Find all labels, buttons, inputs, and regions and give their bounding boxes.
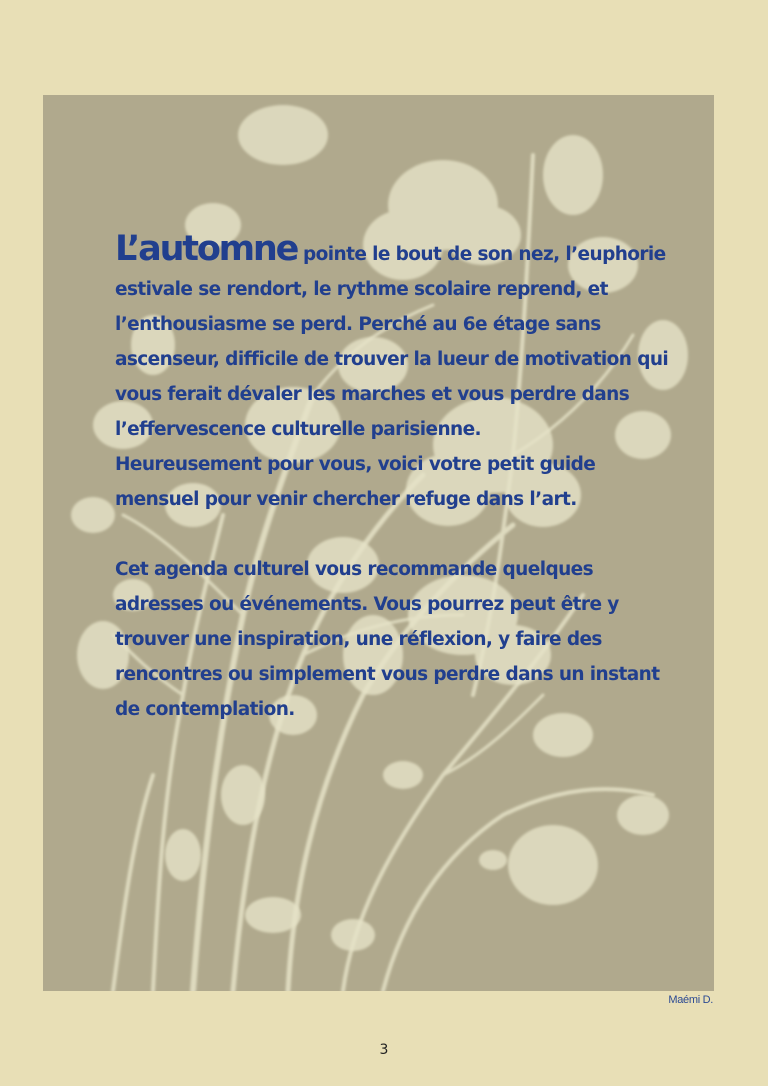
page-number: 3	[379, 1042, 389, 1058]
article-paragraph-intro	[115, 229, 675, 447]
paragraph-spacer	[115, 517, 675, 552]
author-signature: Maémi D.	[668, 994, 713, 1006]
article-paragraph-agenda: Cet agenda culturel vous recommande quelques adresses ou événements. Vous pourrez peut être y trouver une inspiration, une réflexion, y faire des rencontres ou simplement vous perdre dans un instant de contemplation.	[115, 559, 660, 720]
article-paragraph-guide: Heureusement pour vous, voici votre petit guide mensuel pour venir chercher refuge dans l’art.	[115, 454, 596, 510]
lead-word: L’automne	[115, 229, 298, 269]
paragraph-intro-rest: pointe le bout de son nez, l’euphorie estivale se rendort, le rythme scolaire reprend, et l’enthousiasme se perd. Perché au 6e étage sans ascenseur, difficile de trouver la lueur de motivation qui vous ferait dévaler les marches et vous perdre dans l’effervescence culturelle parisienne.	[115, 244, 669, 440]
article-text	[115, 229, 675, 727]
